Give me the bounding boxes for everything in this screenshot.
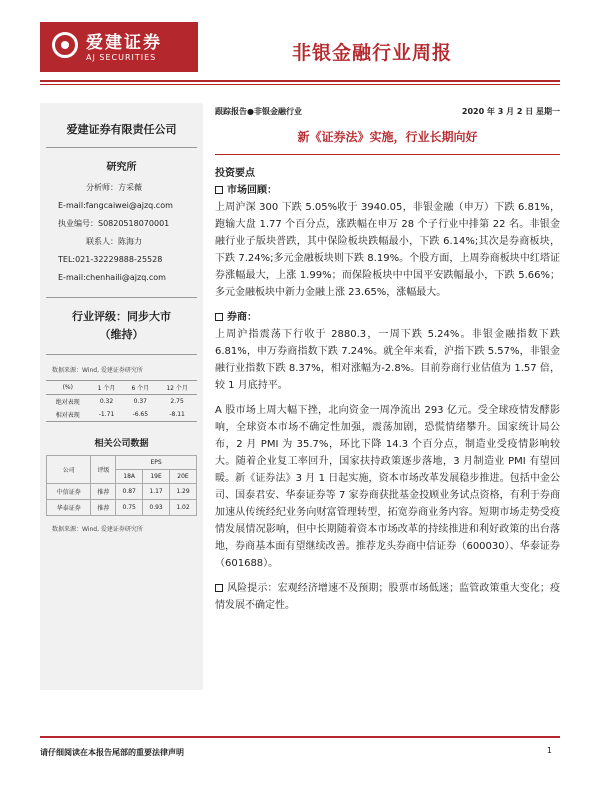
logo-chinese-name: 爱建证券	[86, 33, 162, 53]
table-header-row	[46, 381, 197, 395]
risk-warning	[215, 580, 560, 614]
table-header-cell: 1 个月	[97, 385, 116, 392]
table-cell: 0.32	[99, 398, 114, 405]
table-cell: 0.37	[133, 398, 147, 405]
table-header-cell: 18A	[116, 470, 143, 484]
page-number: 1	[546, 746, 552, 755]
checkbox-bullet-icon	[215, 313, 223, 321]
company-data-table	[46, 455, 197, 516]
sidebar	[40, 103, 203, 690]
table-row	[47, 484, 197, 500]
table-cell: 0.75	[116, 500, 143, 516]
rating-line: （维持）	[99, 328, 144, 341]
table-header-cell: 评级	[91, 456, 116, 484]
table-header-cell: 公司	[47, 456, 91, 484]
checkbox-bullet-icon	[215, 584, 223, 592]
table-header-row	[47, 456, 197, 470]
sidebar-divider	[46, 147, 197, 148]
report-category: 跟踪报告●非银金融行业	[215, 107, 302, 116]
header-divider-thin	[40, 84, 560, 85]
company-logo	[40, 22, 198, 72]
table-header-cell: 6 个月	[131, 385, 150, 392]
key-points-heading: 投资要点	[215, 168, 255, 179]
performance-source: 数据来源：Wind, 爱建证券研究所	[52, 367, 143, 374]
table-cell: 华泰证券	[47, 500, 91, 516]
market-review-heading	[215, 182, 560, 199]
contact-line: 执业编号：S0820518070001	[58, 219, 170, 228]
market-review-text: 上周沪深 300 下跌 5.05%收于 3940.05，非银金融（申万）下跌 6.81%，跑输大盘 1.77 个百分点，涨跌幅在申万 28 个子行业中排第 22 名。非银金融行业子版块普跌，其中保险板块跌幅最小，下跌 6.14%;其次是券商板块，下跌 7.24%;多元金融板块则下跌 8.19%。个股方面，上周券商板块中红塔证券涨幅最大，上涨 1.99%；而保险板块中中国平安跌幅最小，下跌 5.66%；多元金融板块中新力金融上涨 23.65%，涨幅最大。	[215, 202, 560, 298]
table-row	[46, 408, 197, 422]
table-header-cell: EPS	[116, 456, 197, 470]
table-cell: -8.11	[169, 411, 185, 418]
contact-line: E-mail:chenhaili@ajzq.com	[58, 273, 166, 282]
market-outlook-text: A 股市场上周大幅下挫，北向资金一周净流出 293 亿元。受全球疫情发酵影响，全球资本市场不确定性加强，震荡加剧，恐慌情绪攀升。国家统计局公布，2 月 PMI 为 35.7%，环比下降 14.3 个百分点，制造业受疫情影响较大。随着企业复工率回升，国家扶持政策逐步落地，3 月制造业 PMI 有望回暖。新《证券法》3 月 1 日起实施，资本市场改革发展稳步推进。包括中金公司、国泰君安、华泰证券等 7 家券商获批基金投顾业务试点资格，有利于券商加速从传统经纪业务向财富管理转型，拓宽券商业务内容。短期市场走势受疫情发展情况影响，但中长期随着资本市场改革的持续推进和利好政策的出台落地，券商基本面有望继续改善。推荐龙头券商中信证券（600030）、华泰证券（601688）。	[215, 405, 560, 569]
report-type-title: 非银金融行业周报	[292, 42, 453, 64]
table-cell: 1.02	[170, 500, 197, 516]
report-date: 2020 年 3 月 2 日 星期一	[461, 107, 560, 116]
table-cell: 中信证券	[47, 484, 91, 500]
table-header-cell: 19E	[143, 470, 170, 484]
checkbox-bullet-icon	[215, 186, 223, 194]
sidebar-company-name: 爱建证券有限责任公司	[66, 123, 177, 136]
risk-warning-text: 风险提示：宏观经济增速不及预期；股票市场低迷；监管政策重大变化；疫情发展不确定性。	[215, 583, 560, 611]
table-row	[46, 395, 197, 409]
market-review-label: 市场回顾：	[227, 185, 277, 196]
table-cell: 1.17	[143, 484, 170, 500]
table-header-cell: 12 个月	[166, 385, 188, 392]
table-cell: 1.29	[170, 484, 197, 500]
broker-heading	[215, 309, 560, 326]
headline-divider	[215, 154, 560, 155]
contact-line: TEL:021-32229888-25528	[58, 255, 163, 264]
table-header-cell: (%)	[62, 384, 73, 391]
table-row	[47, 500, 197, 516]
sidebar-divider	[46, 297, 197, 298]
analyst-contacts	[40, 179, 203, 287]
broker-label: 券商：	[227, 312, 257, 323]
contact-line: 分析师：方采薇	[86, 183, 142, 192]
company-data-title: 相关公司数据	[94, 439, 149, 449]
rating-line: 行业评级：同步大市	[72, 310, 171, 323]
table-cell: 0.87	[116, 484, 143, 500]
performance-table	[46, 380, 197, 422]
logo-english-name: AJ SECURITIES	[86, 53, 157, 62]
sidebar-institute: 研究所	[106, 162, 137, 173]
report-body	[215, 165, 560, 614]
table-cell: -1.71	[98, 411, 115, 418]
table-cell: 推荐	[91, 484, 116, 500]
contact-line: E-mail:fangcaiwei@ajzq.com	[58, 201, 173, 210]
broker-text: 上周沪指震荡下行收于 2880.3，一周下跌 5.24%。非银金融指数下跌 6.81%，申万券商指数下跌 7.24%。就全年来看，沪指下跌 5.57%，非银金融行业指数下跌 8.37%，相对涨幅为-2.8%。目前券商行业估值为 1.57 倍，较 1 月底持平。	[215, 329, 560, 391]
table-cell: 绝对表现	[55, 399, 80, 406]
industry-rating	[40, 308, 203, 344]
legal-disclaimer-note: 请仔细阅读在本报告尾部的重要法律声明	[40, 748, 184, 757]
report-headline: 新《证券法》实施，行业长期向好	[297, 130, 478, 144]
table-cell: 相对表现	[55, 412, 80, 419]
table-header-cell: 20E	[170, 470, 197, 484]
contact-line: 联系人：陈海力	[86, 237, 142, 246]
table-cell: 推荐	[91, 500, 116, 516]
company-data-source: 数据来源：Wind, 爱建证券研究所	[52, 526, 143, 533]
logo-mark-icon	[52, 32, 78, 58]
table-cell: 2.75	[170, 398, 184, 405]
footer-divider	[40, 736, 560, 738]
table-cell: -6.65	[132, 411, 149, 418]
header-divider	[40, 80, 560, 82]
table-cell: 0.93	[143, 500, 170, 516]
sidebar-divider	[46, 354, 197, 355]
